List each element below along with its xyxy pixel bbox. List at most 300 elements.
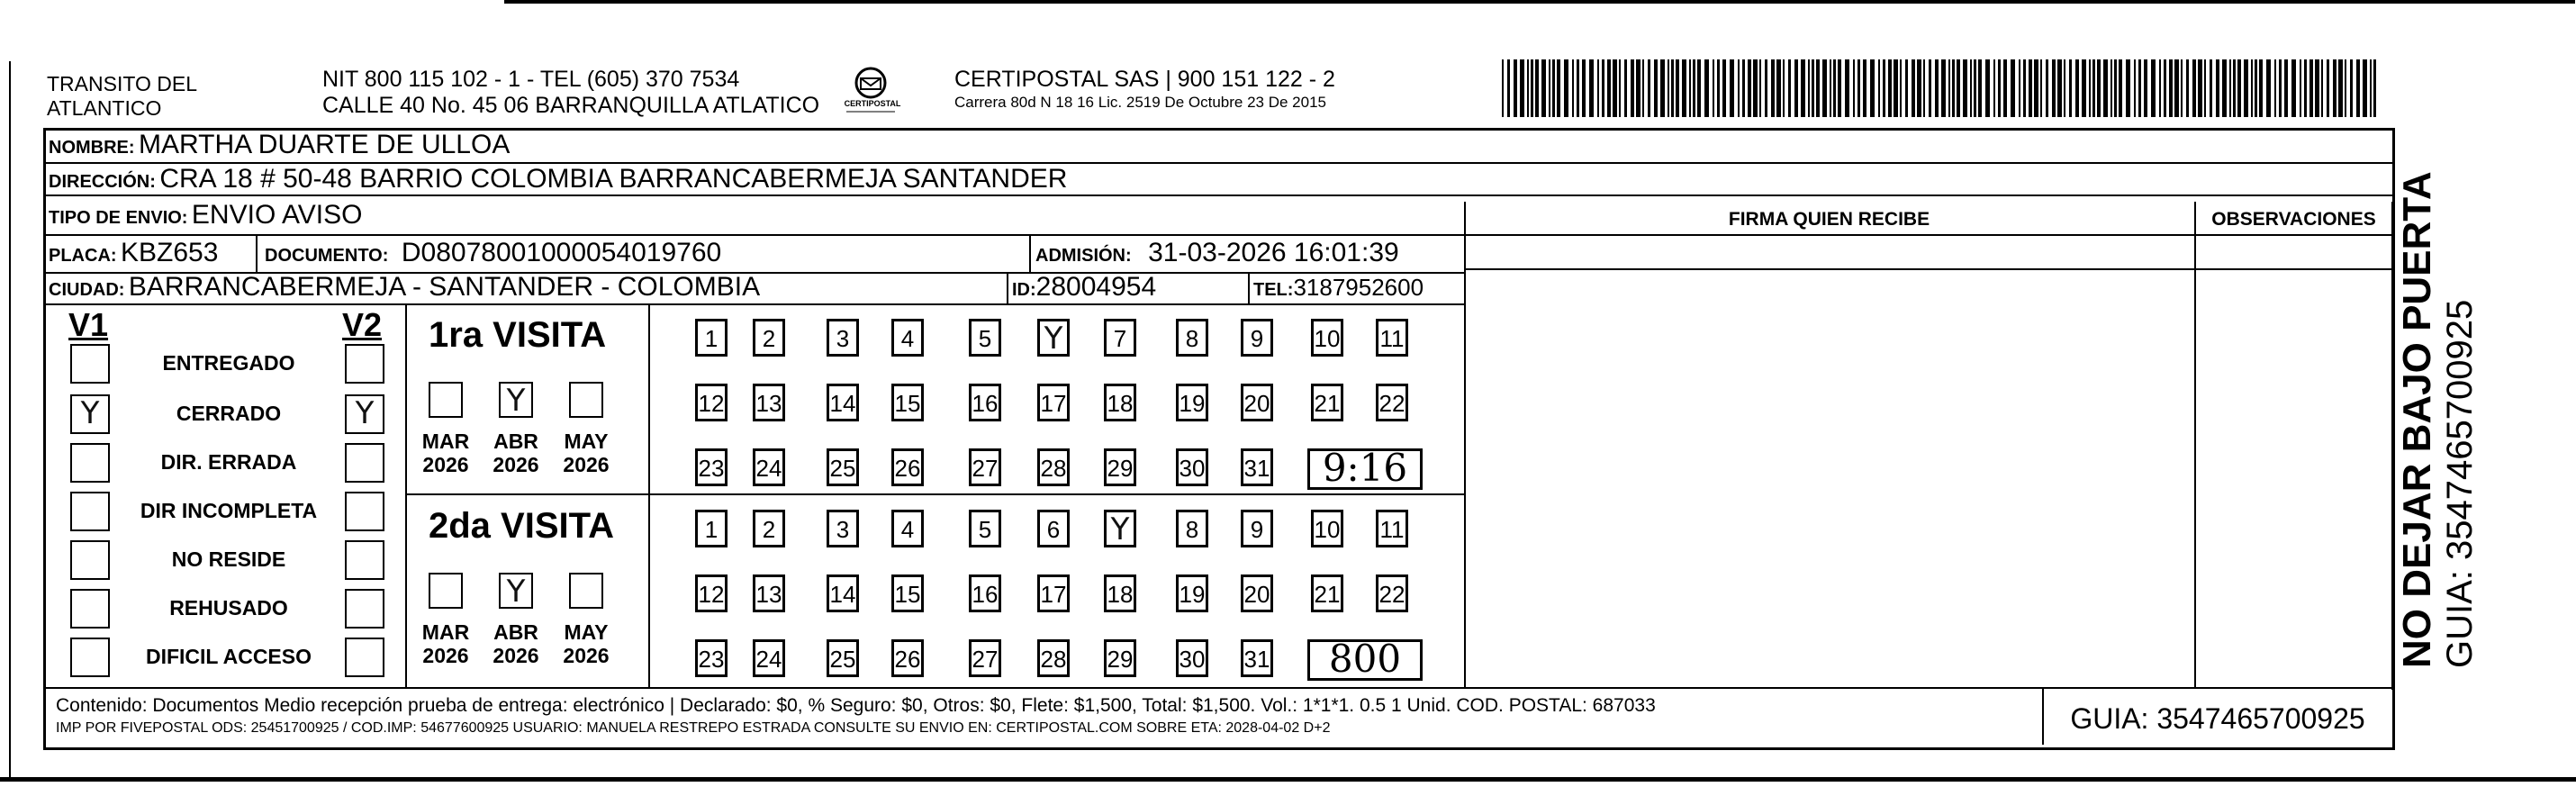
barcode-bar — [1660, 59, 1665, 117]
barcode-bar — [1970, 59, 1972, 117]
barcode-bar — [2327, 59, 2329, 117]
day-box[interactable]: 27 — [969, 448, 1001, 486]
barcode-bar — [2181, 59, 2183, 117]
barcode-bar — [1654, 59, 1658, 117]
barcode-bar — [2164, 59, 2166, 117]
barcode-bar — [1514, 59, 1517, 117]
day-box[interactable]: 5 — [969, 510, 1001, 547]
barcode-bar — [1853, 59, 1855, 117]
direccion-field — [49, 164, 1067, 194]
day-box[interactable]: 17 — [1037, 574, 1070, 612]
status-label: NO RESIDE — [171, 547, 286, 571]
barcode-bar — [2321, 59, 2323, 117]
documento-label: DOCUMENTO: — [265, 246, 389, 266]
day-box[interactable]: 16 — [969, 574, 1001, 612]
v1-checkbox[interactable] — [70, 492, 110, 531]
month-label: ABR — [493, 430, 538, 453]
year-label: 2026 — [563, 644, 610, 667]
v1-label: V1 — [68, 306, 109, 343]
col-line — [1029, 236, 1031, 272]
barcode-bar — [1878, 59, 1880, 117]
day-box[interactable]: 4 — [891, 319, 924, 357]
barcode-bar — [1527, 59, 1529, 117]
barcode-bar — [2266, 59, 2271, 117]
id-field — [1012, 272, 1156, 303]
barcode-bar — [1624, 59, 1627, 117]
day-box[interactable]: 13 — [753, 384, 785, 421]
barcode-bar — [2040, 59, 2042, 117]
direccion-value: CRA 18 # 50-48 BARRIO COLOMBIA BARRANCABERMEJA SANTANDER — [159, 164, 1068, 194]
observaciones-header: OBSERVACIONES — [2211, 209, 2376, 230]
barcode-bar — [1845, 59, 1849, 117]
day-box[interactable]: 20 — [1241, 384, 1273, 421]
barcode-bar — [1549, 59, 1550, 117]
day-box[interactable]: 22 — [1376, 384, 1408, 421]
barcode-bar — [2046, 59, 2048, 117]
barcode-bar — [1597, 59, 1599, 117]
barcode-bar — [2011, 59, 2015, 117]
year-label: 2026 — [422, 453, 469, 476]
barcode-bar — [1998, 59, 2001, 117]
v1-checkbox[interactable]: Y — [70, 394, 110, 434]
day-box[interactable]: 24 — [753, 448, 785, 486]
day-box[interactable]: Y — [1104, 510, 1136, 547]
time-box[interactable] — [1307, 448, 1423, 490]
day-box[interactable]: 1 — [695, 319, 728, 357]
side-guia: GUIA: 3547465700925 — [2440, 299, 2480, 668]
top-edge-line — [504, 0, 2575, 4]
col-line — [2194, 202, 2196, 689]
day-box[interactable]: 15 — [891, 574, 924, 612]
barcode-bar — [2082, 59, 2086, 117]
day-box[interactable]: 4 — [891, 510, 924, 547]
col-line — [256, 236, 258, 272]
barcode-bar — [2174, 59, 2179, 117]
day-box[interactable]: 29 — [1104, 639, 1136, 677]
year-label: 2026 — [422, 644, 469, 667]
barcode-bar — [1738, 59, 1740, 117]
barcode-bar — [1993, 59, 1995, 117]
handwritten-time: 9:16 — [1322, 446, 1408, 490]
v2-checkbox[interactable] — [345, 589, 384, 629]
barcode-bar — [1753, 59, 1758, 117]
footer-content-line: Contenido: Documentos Medio recepción prueba de entrega: electrónico | Declarado: $0, % Seguro: $0, Otros: $0, Flete: $1,500, Total: $1,500. Vol.: 1*1*1. 0.5 1 Unid. COD. POSTAL: 687033 — [56, 695, 1656, 716]
month-label: MAY — [564, 430, 609, 453]
barcode-bar — [1935, 59, 1939, 117]
tipo-label: TIPO DE ENVIO: — [49, 208, 188, 228]
day-box[interactable]: 25 — [827, 448, 859, 486]
year-label: 2026 — [563, 453, 610, 476]
row-line — [43, 194, 2392, 196]
barcode-bar — [2192, 59, 2196, 117]
day-box[interactable]: 24 — [753, 639, 785, 677]
day-box[interactable]: 19 — [1176, 574, 1208, 612]
day-box[interactable]: 31 — [1241, 448, 1273, 486]
day-box[interactable]: 10 — [1311, 510, 1343, 547]
barcode-bar — [1957, 59, 1960, 117]
barcode-bar — [1507, 59, 1510, 117]
day-box[interactable]: 14 — [827, 574, 859, 612]
barcode-bar — [1794, 59, 1798, 117]
day-box[interactable]: 12 — [695, 384, 728, 421]
barcode-bar — [2019, 59, 2020, 117]
barcode-bar — [1808, 59, 1810, 117]
barcode-bar — [1948, 59, 1950, 117]
barcode-bar — [2222, 59, 2227, 117]
v1-checkbox[interactable] — [70, 589, 110, 629]
col-line — [2391, 202, 2393, 690]
barcode-bar — [1535, 59, 1539, 117]
placa-value: KBZ653 — [121, 238, 219, 267]
barcode-bar — [2373, 59, 2376, 117]
month-checkbox[interactable] — [569, 382, 603, 418]
direccion-label: DIRECCIÓN: — [49, 172, 156, 192]
barcode-bar — [2259, 59, 2263, 117]
barcode-bar — [1520, 59, 1524, 117]
v2-checkbox[interactable] — [345, 443, 384, 483]
barcode-bar — [1917, 59, 1921, 117]
day-box[interactable]: 17 — [1037, 384, 1070, 421]
row-line — [43, 303, 1464, 305]
barcode-bar — [1564, 59, 1568, 117]
barcode-bar — [2274, 59, 2276, 117]
v2-checkbox[interactable] — [345, 638, 384, 677]
day-box[interactable]: 28 — [1037, 448, 1070, 486]
barcode-bar — [2370, 59, 2372, 117]
barcode-bar — [2284, 59, 2288, 117]
barcode-bar — [1717, 59, 1720, 117]
barcode-bar — [2003, 59, 2007, 117]
day-box[interactable]: 19 — [1176, 384, 1208, 421]
handwritten-time: 800 — [1328, 637, 1402, 681]
day-box[interactable]: 31 — [1241, 639, 1273, 677]
barcode-bar — [2251, 59, 2253, 117]
barcode-bar — [1923, 59, 1925, 117]
barcode-bar — [1730, 59, 1734, 117]
barcode-bar — [2309, 59, 2313, 117]
barcode-bar — [1857, 59, 1860, 117]
barcode-bar — [2111, 59, 2112, 117]
barcode-bar — [2064, 59, 2065, 117]
month-checkbox[interactable] — [429, 382, 463, 418]
barcode-bar — [1905, 59, 1908, 117]
barcode-bar — [1502, 59, 1504, 117]
month-label: MAR — [421, 430, 470, 453]
day-box[interactable]: 13 — [753, 574, 785, 612]
barcode-bar — [1952, 59, 1955, 117]
barcode-bar — [1833, 59, 1836, 117]
barcode-bar — [1636, 59, 1641, 117]
barcode-bar — [1985, 59, 1990, 117]
barcode-bar — [1648, 59, 1650, 117]
envelope-icon — [839, 65, 902, 119]
barcode-bar — [2159, 59, 2161, 117]
day-box[interactable]: 15 — [891, 384, 924, 421]
barcode-bar — [1589, 59, 1594, 117]
barcode-bar — [2255, 59, 2257, 117]
barcode-bar — [1531, 59, 1533, 117]
status-label: DIR. ERRADA — [160, 450, 297, 474]
barcode-bar — [1722, 59, 1726, 117]
day-box[interactable]: 3 — [827, 510, 859, 547]
month-label: ABR — [493, 620, 538, 644]
barcode-bar — [1978, 59, 1982, 117]
day-box[interactable]: 28 — [1037, 639, 1070, 677]
barcode-bar — [2315, 59, 2319, 117]
day-box[interactable]: Y — [1037, 319, 1070, 357]
day-box[interactable]: 8 — [1176, 319, 1208, 357]
day-box[interactable]: 22 — [1376, 574, 1408, 612]
day-box[interactable]: 5 — [969, 319, 1001, 357]
barcode-bar — [2057, 59, 2062, 117]
certipostal-logo — [839, 65, 902, 119]
time-box[interactable] — [1307, 639, 1423, 681]
tipo-value: ENVIO AVISO — [191, 200, 363, 230]
day-box[interactable]: 11 — [1376, 319, 1408, 357]
month-checkbox[interactable]: Y — [499, 382, 533, 418]
footer-imp-line: IMP POR FIVEPOSTAL ODS: 25451700925 / COD.IMP: 54677600925 USUARIO: MANUELA RESTREPO ESTRADA CONSULTE SU ENVIO EN: CERTIPOSTAL.COM SOBRE ETA: 2028-04-02 D+2 — [56, 720, 1331, 736]
day-box[interactable]: 2 — [753, 510, 785, 547]
bottom-edge-line — [0, 777, 2576, 782]
month-label: MAY — [564, 620, 609, 644]
barcode-bar — [1888, 59, 1892, 117]
barcode-bar — [2144, 59, 2147, 117]
barcode-bar — [2356, 59, 2360, 117]
day-box[interactable]: 18 — [1104, 384, 1136, 421]
barcode — [1502, 59, 2380, 117]
month-checkbox[interactable]: Y — [499, 573, 533, 609]
barcode-bar — [1613, 59, 1617, 117]
row-line — [43, 234, 2392, 236]
barcode-bar — [2034, 59, 2038, 117]
barcode-bar — [2023, 59, 2026, 117]
barcode-bar — [2237, 59, 2241, 117]
v2-checkbox[interactable]: Y — [345, 394, 384, 434]
day-box[interactable]: 3 — [827, 319, 859, 357]
col-line — [648, 305, 650, 688]
day-box[interactable]: 21 — [1311, 384, 1343, 421]
barcode-bar — [2244, 59, 2248, 117]
year-label: 2026 — [493, 644, 539, 667]
col-line — [1248, 274, 1250, 304]
barcode-bar — [2092, 59, 2095, 117]
tipo-field — [49, 200, 362, 231]
row-line — [43, 687, 2392, 689]
barcode-bar — [1602, 59, 1604, 117]
v1-checkbox[interactable] — [70, 638, 110, 677]
barcode-bar — [1704, 59, 1709, 117]
barcode-bar — [1557, 59, 1560, 117]
day-box[interactable]: 20 — [1241, 574, 1273, 612]
barcode-bar — [1689, 59, 1691, 117]
ciudad-value: BARRANCABERMEJA - SANTANDER - COLOMBIA — [128, 272, 761, 302]
barcode-bar — [1748, 59, 1751, 117]
status-label: CERRADO — [176, 402, 282, 425]
day-box[interactable]: 23 — [695, 448, 728, 486]
barcode-bar — [1693, 59, 1695, 117]
day-box[interactable]: 9 — [1241, 510, 1273, 547]
barcode-bar — [1822, 59, 1827, 117]
barcode-bar — [2333, 59, 2336, 117]
barcode-bar — [1582, 59, 1586, 117]
day-box[interactable]: 21 — [1311, 574, 1343, 612]
barcode-bar — [1631, 59, 1634, 117]
barcode-bar — [2134, 59, 2136, 117]
admision-value: 31-03-2026 16:01:39 — [1148, 238, 1399, 267]
admision-field — [1035, 238, 1399, 268]
barcode-bar — [1759, 59, 1761, 117]
barcode-bar — [1900, 59, 1902, 117]
barcode-bar — [2345, 59, 2346, 117]
day-box[interactable]: 9 — [1241, 319, 1273, 357]
v1-checkbox[interactable] — [70, 344, 110, 384]
v2-checkbox[interactable] — [345, 492, 384, 531]
nombre-label: NOMBRE: — [49, 138, 135, 158]
barcode-bar — [1771, 59, 1775, 117]
barcode-bar — [1812, 59, 1814, 117]
barcode-bar — [1742, 59, 1745, 117]
day-box[interactable]: 8 — [1176, 510, 1208, 547]
barcode-bar — [2204, 59, 2206, 117]
side-text — [2395, 128, 2494, 668]
barcode-bar — [1765, 59, 1767, 117]
firma-header-line — [1464, 268, 2392, 270]
day-box[interactable]: 30 — [1176, 639, 1208, 677]
admision-label: ADMISIÓN: — [1035, 246, 1132, 266]
tel-field — [1253, 274, 1424, 302]
documento-field — [265, 238, 721, 268]
ciudad-label: CIUDAD: — [49, 280, 125, 300]
day-box[interactable]: 7 — [1104, 319, 1136, 357]
status-label: ENTREGADO — [162, 351, 295, 375]
nit-block: NIT 800 115 102 - 1 - TEL (605) 370 7534 CALLE 40 No. 45 06 BARRANQUILLA ATLATICO — [322, 67, 820, 118]
nombre-value: MARTHA DUARTE DE ULLOA — [139, 130, 511, 159]
org-name: TRANSITO DEL ATLANTICO — [47, 72, 197, 120]
barcode-bar — [1541, 59, 1546, 117]
barcode-bar — [2363, 59, 2367, 117]
month-checkbox[interactable] — [569, 573, 603, 609]
ciudad-field — [49, 272, 760, 303]
barcode-bar — [1830, 59, 1831, 117]
barcode-bar — [1607, 59, 1611, 117]
barcode-bar — [1668, 59, 1669, 117]
barcode-bar — [1883, 59, 1885, 117]
barcode-bar — [1941, 59, 1946, 117]
v1-checkbox[interactable] — [70, 443, 110, 483]
barcode-bar — [2300, 59, 2301, 117]
barcode-bar — [2198, 59, 2202, 117]
barcode-bar — [2075, 59, 2079, 117]
month-checkbox[interactable] — [429, 573, 463, 609]
barcode-bar — [2279, 59, 2282, 117]
id-value: 28004954 — [1035, 272, 1157, 302]
day-box[interactable]: 11 — [1376, 510, 1408, 547]
status-label: DIR INCOMPLETA — [140, 499, 318, 522]
barcode-bar — [1682, 59, 1686, 117]
barcode-bar — [2216, 59, 2219, 117]
barcode-bar — [2052, 59, 2056, 117]
barcode-bar — [2186, 59, 2189, 117]
status-label: DIFICIL ACCESO — [145, 645, 312, 668]
no-dejar-bajo-puerta: NO DEJAR BAJO PUERTA — [2395, 171, 2439, 668]
day-box[interactable]: 14 — [827, 384, 859, 421]
second-visit-title: 2da VISITA — [429, 506, 614, 546]
id-label: ID: — [1012, 280, 1036, 300]
day-box[interactable]: 27 — [969, 639, 1001, 677]
day-box[interactable]: 25 — [827, 639, 859, 677]
barcode-bar — [2338, 59, 2343, 117]
barcode-bar — [1619, 59, 1621, 117]
barcode-graphic — [1502, 59, 2380, 117]
status-label: REHUSADO — [169, 596, 288, 620]
barcode-bar — [1788, 59, 1791, 117]
barcode-bar — [2138, 59, 2141, 117]
day-box[interactable]: 26 — [891, 448, 924, 486]
placa-field — [49, 238, 218, 268]
barcode-bar — [2069, 59, 2072, 117]
day-box[interactable]: 6 — [1037, 510, 1070, 547]
barcode-bar — [2126, 59, 2130, 117]
footer-guia: GUIA: 3547465700925 — [2070, 702, 2365, 735]
v2-checkbox[interactable] — [345, 344, 384, 384]
barcode-bar — [1870, 59, 1875, 117]
barcode-bar — [2350, 59, 2353, 117]
day-box[interactable]: 16 — [969, 384, 1001, 421]
barcode-bar — [1671, 59, 1674, 117]
day-box[interactable]: 1 — [695, 510, 728, 547]
barcode-bar — [1642, 59, 1644, 117]
firma-header: FIRMA QUIEN RECIBE — [1728, 209, 1930, 230]
year-label: 2026 — [493, 453, 539, 476]
col-line — [405, 305, 407, 688]
day-box[interactable]: 23 — [695, 639, 728, 677]
barcode-bar — [1552, 59, 1555, 117]
barcode-bar — [2119, 59, 2122, 117]
v2-checkbox[interactable] — [345, 540, 384, 580]
barcode-bar — [1713, 59, 1714, 117]
barcode-bar — [2029, 59, 2032, 117]
barcode-bar — [1894, 59, 1898, 117]
barcode-bar — [1676, 59, 1679, 117]
barcode-bar — [1929, 59, 1931, 117]
documento-value: D08078001000054019760 — [401, 238, 722, 267]
day-box[interactable]: 30 — [1176, 448, 1208, 486]
barcode-bar — [2097, 59, 2101, 117]
barcode-bar — [1572, 59, 1574, 117]
barcode-bar — [1577, 59, 1579, 117]
day-box[interactable]: 10 — [1311, 319, 1343, 357]
v1-checkbox[interactable] — [70, 540, 110, 580]
barcode-bar — [2089, 59, 2091, 117]
barcode-bar — [2304, 59, 2307, 117]
tel-value: 3187952600 — [1293, 274, 1424, 301]
barcode-bar — [1697, 59, 1701, 117]
month-label: MAR — [421, 620, 470, 644]
barcode-bar — [1838, 59, 1841, 117]
left-edge-line — [9, 61, 11, 782]
day-box[interactable]: 18 — [1104, 574, 1136, 612]
barcode-bar — [1783, 59, 1785, 117]
tel-label: TEL: — [1253, 280, 1294, 300]
day-box[interactable]: 29 — [1104, 448, 1136, 486]
day-box[interactable]: 12 — [695, 574, 728, 612]
day-box[interactable]: 26 — [891, 639, 924, 677]
visit-separator — [405, 493, 1464, 495]
barcode-bar — [2114, 59, 2117, 117]
day-box[interactable]: 2 — [753, 319, 785, 357]
barcode-bar — [2151, 59, 2156, 117]
logo-text: CERTIPOSTAL — [844, 99, 901, 108]
